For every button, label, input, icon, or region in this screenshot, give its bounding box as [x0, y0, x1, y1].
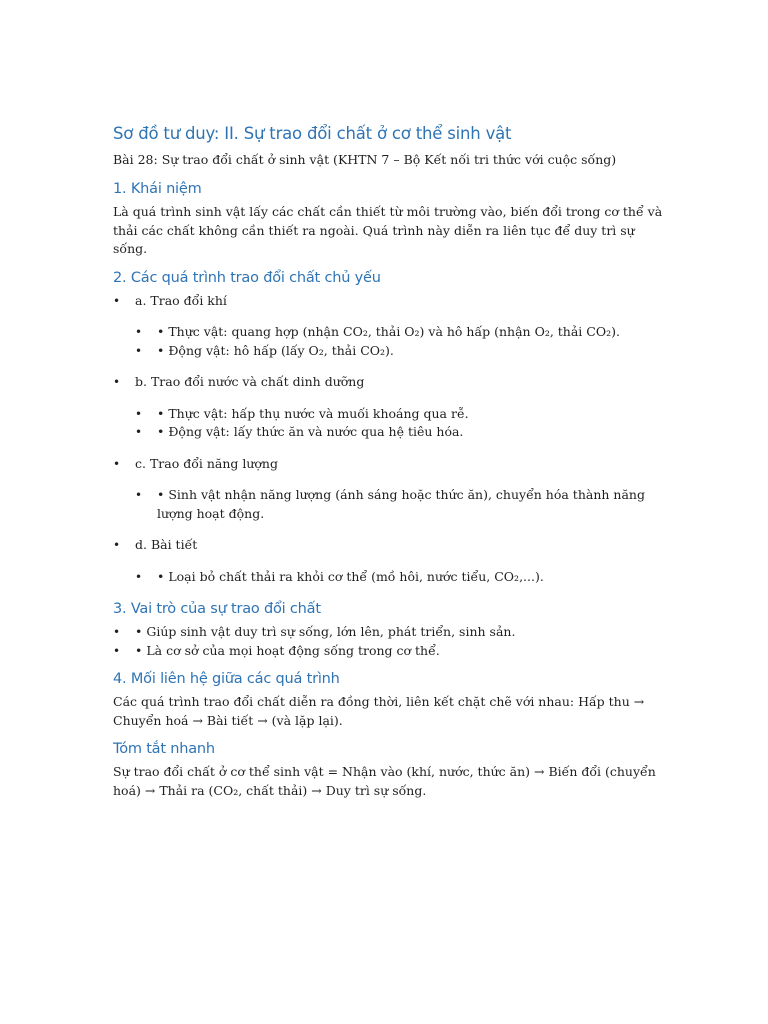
- bullet-icon: •: [135, 488, 143, 502]
- section-paragraph: Các quá trình trao đổi chất diễn ra đồng thời, liên kết chặt chẽ với nhau: Hấp thu → Chuyển hoá → Bài tiết → (và lặp lại).: [113, 694, 645, 728]
- list-item: [135, 486, 668, 523]
- section-paragraph: Là quá trình sinh vật lấy các chất cần thiết từ môi trường vào, biến đổi trong cơ thể và thải các chất không cần thiết ra ngoài. Quá trình này diễn ra liên tục để duy trì sự sống.: [113, 204, 663, 256]
- section-heading: 2. Các quá trình trao đổi chất chủ yếu: [113, 269, 381, 286]
- list-item: [135, 405, 668, 424]
- list-item: [113, 292, 668, 361]
- section-heading: 1. Khái niệm: [113, 181, 202, 197]
- list-item-label: c. Trao đổi năng lượng: [135, 455, 278, 471]
- section-paragraph: Sự trao đổi chất ở cơ thể sinh vật = Nhận vào (khí, nước, thức ăn) → Biến đổi (chuyển hoá) → Thải ra (CO₂, chất thải) → Duy trì sự sống.: [113, 764, 656, 798]
- list-item-text: • Động vật: hô hấp (lấy O₂, thải CO₂).: [157, 342, 394, 358]
- list-item: [135, 568, 668, 587]
- section-heading: 4. Mối liên hệ giữa các quá trình: [113, 671, 340, 687]
- list-item: [113, 373, 668, 442]
- list-item-text: • Giúp sinh vật duy trì sự sống, lớn lên, phát triển, sinh sản.: [135, 624, 516, 639]
- list-item: [135, 423, 668, 442]
- section-relationship: [113, 669, 668, 730]
- sub-list: [135, 486, 668, 523]
- list-item-text: • Sinh vật nhận năng lượng (ánh sáng hoặc thức ăn), chuyển hóa thành năng lượng hoạt động.: [157, 487, 645, 521]
- section-processes: [113, 268, 668, 587]
- section-summary: [113, 739, 668, 800]
- sub-list: [135, 323, 668, 360]
- process-list: [113, 292, 668, 587]
- bullet-icon: •: [135, 325, 143, 339]
- section-heading: Tóm tắt nhanh: [113, 741, 215, 757]
- bullet-icon: •: [135, 343, 143, 358]
- list-item-text: • Là cơ sở của mọi hoạt động sống trong cơ thể.: [135, 642, 440, 658]
- list-item-label: a. Trao đổi khí: [135, 292, 227, 308]
- bullet-icon: •: [113, 375, 121, 389]
- bullet-icon: •: [113, 456, 121, 471]
- role-list: [113, 623, 668, 660]
- list-item-label: d. Bài tiết: [135, 537, 198, 552]
- bullet-icon: •: [113, 625, 121, 639]
- list-item-text: • Thực vật: hấp thụ nước và muối khoáng qua rễ.: [157, 405, 469, 421]
- bullet-icon: •: [113, 538, 121, 552]
- list-item-text: • Loại bỏ chất thải ra khỏi cơ thể (mồ hôi, nước tiểu, CO₂,...).: [157, 568, 544, 584]
- list-item: [113, 455, 668, 524]
- list-item: [113, 642, 668, 661]
- bullet-icon: •: [113, 643, 121, 658]
- document-subtitle: Bài 28: Sự trao đổi chất ở sinh vật (KHTN 7 – Bộ Kết nối tri thức với cuộc sống): [113, 152, 617, 167]
- list-item: [135, 323, 668, 342]
- list-item-text: • Thực vật: quang hợp (nhận CO₂, thải O₂) và hô hấp (nhận O₂, thải CO₂).: [157, 324, 620, 339]
- section-concept: [113, 179, 668, 259]
- list-item-label: b. Trao đổi nước và chất dinh dưỡng: [135, 374, 365, 389]
- sub-list: [135, 568, 668, 587]
- section-role: [113, 599, 668, 660]
- list-item: [135, 342, 668, 361]
- document-title: Sơ đồ tư duy: II. Sự trao đổi chất ở cơ thể sinh vật: [113, 124, 512, 143]
- bullet-icon: •: [135, 569, 143, 584]
- bullet-icon: •: [135, 425, 143, 439]
- list-item: [113, 623, 668, 642]
- list-item: [113, 536, 668, 586]
- sub-list: [135, 405, 668, 442]
- section-heading: 3. Vai trò của sự trao đổi chất: [113, 601, 321, 617]
- list-item-text: • Động vật: lấy thức ăn và nước qua hệ tiêu hóa.: [157, 424, 464, 439]
- bullet-icon: •: [113, 293, 121, 308]
- bullet-icon: •: [135, 406, 143, 421]
